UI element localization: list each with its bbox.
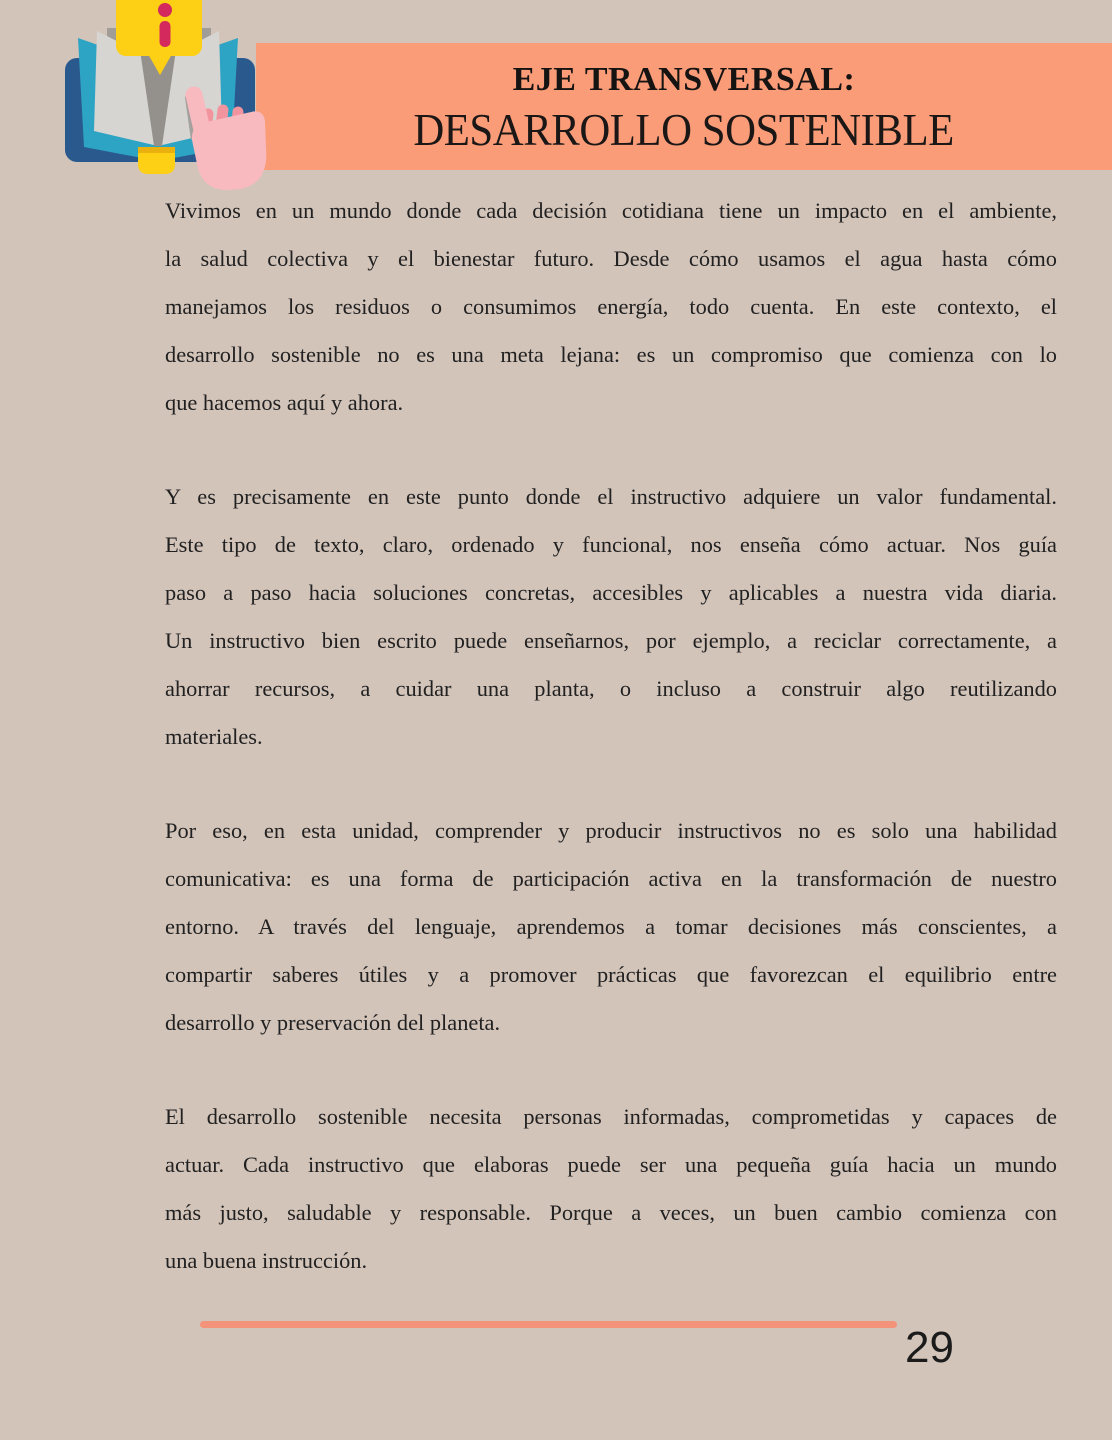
text-line: una buena instrucción. [165,1248,368,1273]
text-line: entorno. A través del lenguaje, aprendemos a tomar decisiones más conscientes, a [165,914,1057,939]
text-line: la salud colectiva y el bienestar futuro. Desde cómo usamos el agua hasta cómo [165,246,1057,271]
text-line: Un instructivo bien escrito puede enseñarnos, por ejemplo, a reciclar correctamente, a [165,628,1057,653]
info-i-icon [158,3,172,47]
text-line: compartir saberes útiles y a promover prácticas que favorezcan el equilibrio entre [165,962,1057,987]
text-line: paso a paso hacia soluciones concretas, accesibles y aplicables a nuestra vida diaria. [165,580,1057,605]
paragraph [165,187,1057,427]
text-line: actuar. Cada instructivo que elaboras puede ser una pequeña guía hacia un mundo [165,1152,1057,1177]
paragraph [165,473,1057,761]
text-line: que hacemos aquí y ahora. [165,390,404,415]
header-banner [256,43,1112,170]
footer-rule [200,1321,897,1328]
page-title-line1: EJE TRANSVERSAL: [512,60,856,98]
text-line: más justo, saludable y responsable. Porque a veces, un buen cambio comienza con [165,1200,1057,1225]
page-title-line2: DESARROLLO SOSTENIBLE [413,103,955,155]
paragraph [165,807,1057,1047]
text-line: desarrollo sostenible no es una meta lejana: es un compromiso que comienza con lo [165,342,1057,367]
open-book-icon [55,0,285,200]
bookmark [138,147,175,174]
body-text [165,187,1057,1331]
text-line: manejamos los residuos o consumimos energía, todo cuenta. En este contexto, el [165,294,1057,319]
paragraph [165,1093,1057,1285]
text-line: Por eso, en esta unidad, comprender y producir instructivos no es solo una habilidad [165,818,1057,843]
text-line: Y es precisamente en este punto donde el instructivo adquiere un valor fundamental. [165,484,1057,509]
text-line: ahorrar recursos, a cuidar una planta, o incluso a construir algo reutilizando [165,676,1057,701]
text-line: Vivimos en un mundo donde cada decisión cotidiana tiene un impacto en el ambiente, [165,198,1057,223]
page-number: 29 [905,1323,954,1372]
text-line: desarrollo y preservación del planeta. [165,1010,501,1035]
text-line: Este tipo de texto, claro, ordenado y funcional, nos enseña cómo actuar. Nos guía [165,532,1057,557]
text-line: comunicativa: es una forma de participación activa en la transformación de nuestro [165,866,1057,891]
text-line: El desarrollo sostenible necesita personas informadas, comprometidas y capaces de [165,1104,1057,1129]
text-line: materiales. [165,724,263,749]
